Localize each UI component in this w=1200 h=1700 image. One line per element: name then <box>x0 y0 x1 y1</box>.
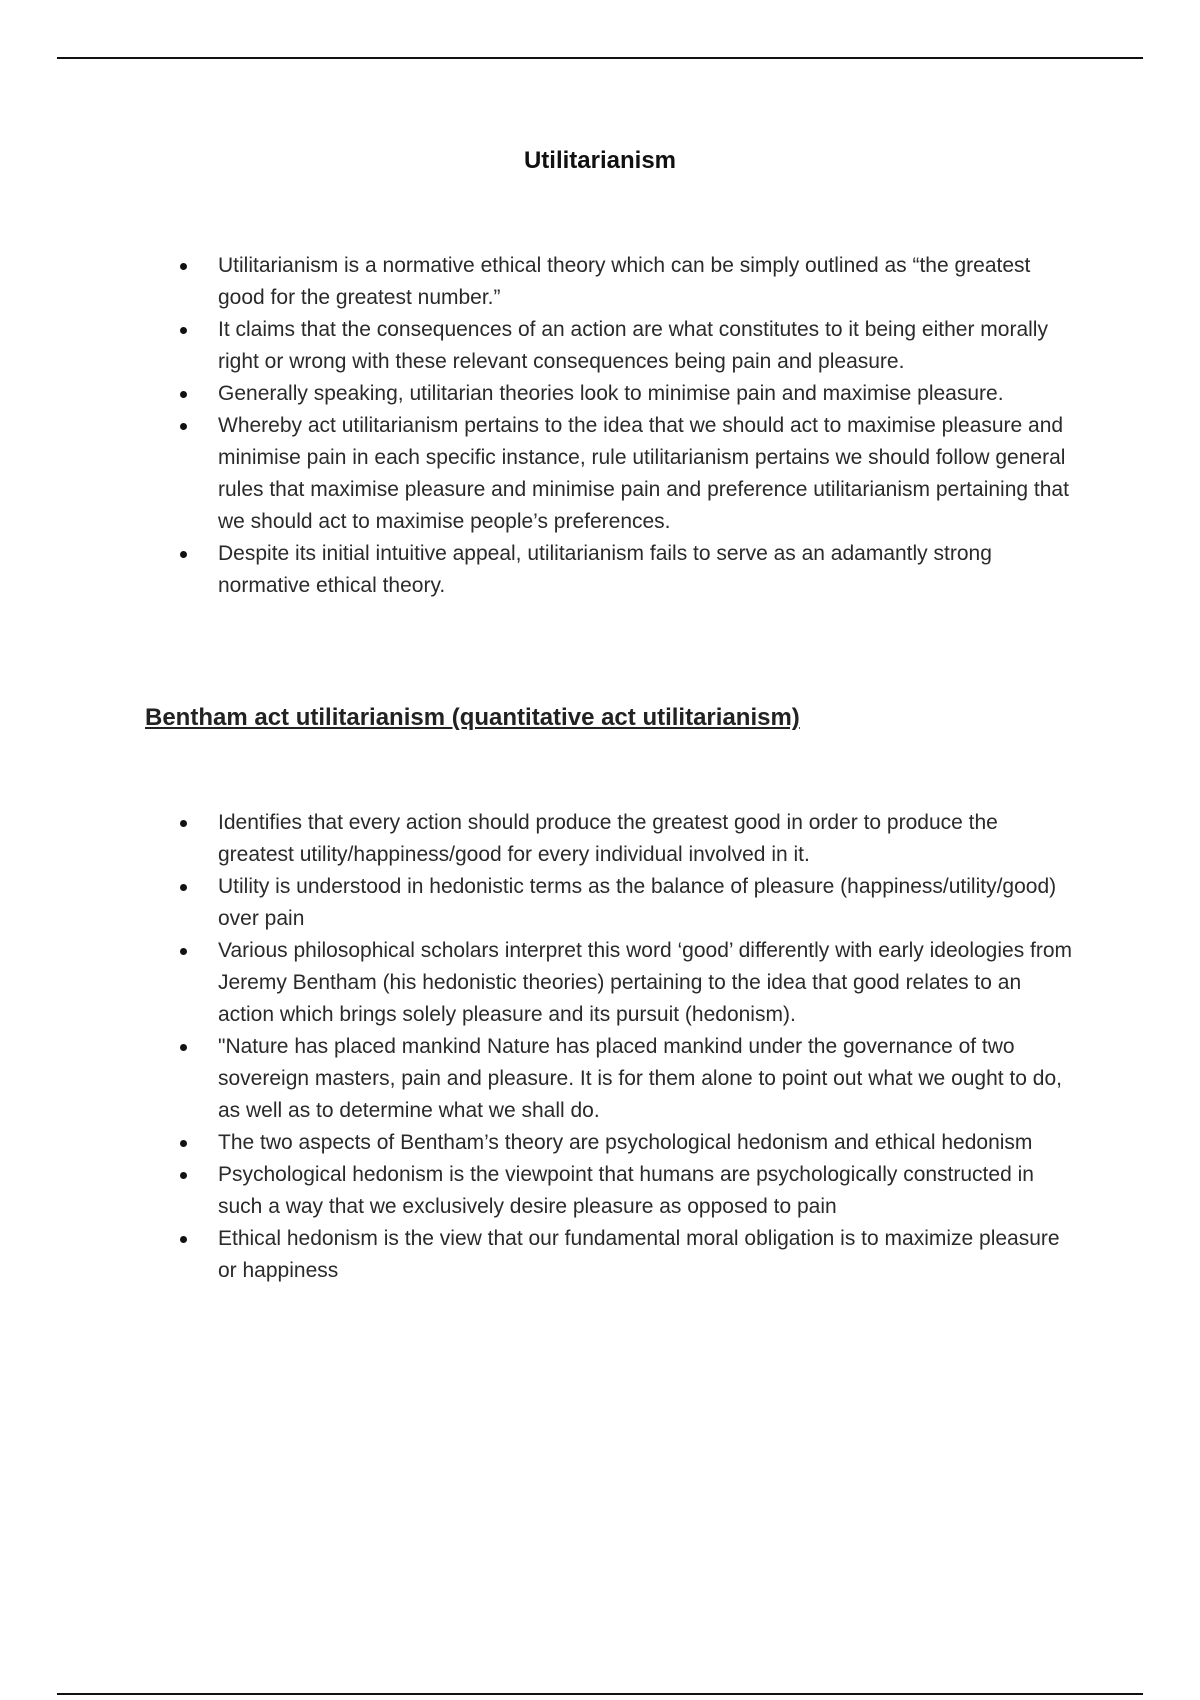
list-item <box>176 378 1076 410</box>
list-item-text: Psychological hedonism is the viewpoint that humans are psychologically constructed in such a way that we exclusively desire pleasure as opposed to pain <box>218 1163 1034 1218</box>
list-item <box>176 314 1076 378</box>
section-bullet-list <box>176 807 1076 1287</box>
list-item <box>176 1031 1076 1127</box>
header-rule <box>57 57 1143 59</box>
bullet-icon <box>180 820 187 827</box>
list-item-text: It claims that the consequences of an action are what constitutes to it being either morally right or wrong with these relevant consequences being pain and pleasure. <box>218 318 1048 373</box>
list-item-text: Generally speaking, utilitarian theories look to minimise pain and maximise pleasure. <box>218 382 1004 405</box>
section-heading: Bentham act utilitarianism (quantitative act utilitarianism) <box>145 704 800 731</box>
list-item-text: Whereby act utilitarianism pertains to the idea that we should act to maximise pleasure and minimise pain in each specific instance, rule utilitarianism pertains we should follow general rules that maximise pleasure and minimise pain and preference utilitarianism pertaining that we should act to maximise people’s preferences. <box>218 414 1069 533</box>
bullet-icon <box>180 1172 187 1179</box>
list-item <box>176 1159 1076 1223</box>
list-item <box>176 1127 1076 1159</box>
list-item <box>176 807 1076 871</box>
bullet-icon <box>180 1236 187 1243</box>
bullet-icon <box>180 263 187 270</box>
list-item-text: Utility is understood in hedonistic terms as the balance of pleasure (happiness/utility/good) over pain <box>218 875 1057 930</box>
list-item-text: Identifies that every action should produce the greatest good in order to produce the greatest utility/happiness/good for every individual involved in it. <box>218 811 998 866</box>
bullet-icon <box>180 423 187 430</box>
bullet-icon <box>180 391 187 398</box>
list-item-text: Utilitarianism is a normative ethical theory which can be simply outlined as “the greatest good for the greatest number.” <box>218 254 1031 309</box>
list-item-text: "Nature has placed mankind Nature has placed mankind under the governance of two sovereign masters, pain and pleasure. It is for them alone to point out what we ought to do, as well as to determine what we shall do. <box>218 1035 1062 1122</box>
list-item-text: Ethical hedonism is the view that our fundamental moral obligation is to maximize pleasure or happiness <box>218 1227 1060 1282</box>
bullet-icon <box>180 551 187 558</box>
list-item <box>176 410 1076 538</box>
bullet-icon <box>180 327 187 334</box>
bullet-icon <box>180 1140 187 1147</box>
bullet-icon <box>180 1044 187 1051</box>
list-item <box>176 935 1076 1031</box>
list-item-text: The two aspects of Bentham’s theory are psychological hedonism and ethical hedonism <box>218 1131 1033 1154</box>
list-item <box>176 250 1076 314</box>
list-item-text: Various philosophical scholars interpret this word ‘good’ differently with early ideologies from Jeremy Bentham (his hedonistic theories) pertaining to the idea that good relates to an action which brings solely pleasure and its pursuit (hedonism). <box>218 939 1073 1026</box>
bullet-icon <box>180 948 187 955</box>
intro-bullet-list <box>176 250 1076 602</box>
document-title: Utilitarianism <box>523 147 677 174</box>
bullet-icon <box>180 884 187 891</box>
list-item <box>176 538 1076 602</box>
list-item-text: Despite its initial intuitive appeal, utilitarianism fails to serve as an adamantly strong normative ethical theory. <box>218 542 992 597</box>
list-item <box>176 1223 1076 1287</box>
footer-rule <box>57 1693 1143 1695</box>
list-item <box>176 871 1076 935</box>
